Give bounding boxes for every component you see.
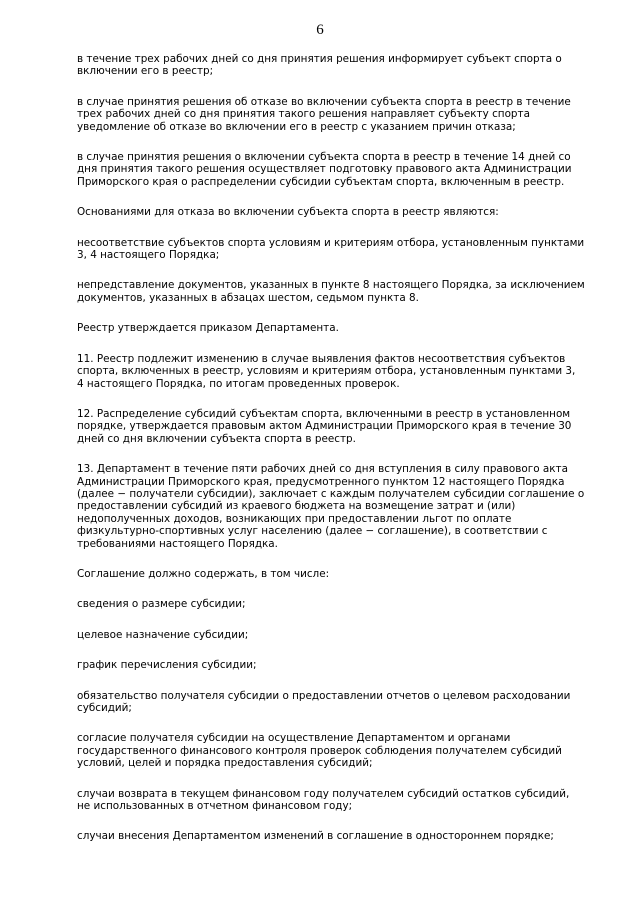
paragraph: целевое назначение субсидии; [77,628,249,641]
paragraph: в случае принятия решения о включении субъекта спорта в реестр в течение 14 дней со дня принятия такого решения осуществляет подготовку правового акта Администрации Приморского края о распределении субсидии субъектам спорта, включенным в реестр. [77,151,572,188]
page-number: 6 [316,22,324,38]
paragraph: согласие получателя субсидии на осуществление Департаментом и органами государственного финансового контроля проверок соблюдения получателем субсидий условий, целей и порядка предоставления субсидий; [77,732,562,770]
paragraph: в случае принятия решения об отказе во включении субъекта спорта в реестр в течение трех рабочих дней со дня принятия такого решения направляет субъекту спорта уведомление об отказе во включении его в реестр с указанием причин отказа; [77,95,571,133]
paragraph: случаи внесения Департаментом изменений в соглашение в одностороннем порядке; [77,830,554,843]
paragraph: непредставление документов, указанных в пункте 8 настоящего Порядка, за исключением документов, указанных в абзацах шестом, седьмом пункта 8. [77,279,585,304]
paragraph: Реестр утверждается приказом Департамента. [77,322,339,335]
paragraph: в течение трех рабочих дней со дня принятия решения информирует субъект спорта о включении его в реестр; [77,53,562,78]
paragraph: 11. Реестр подлежит изменению в случае выявления фактов несоответствия субъектов спорта, включенных в реестр, условиям и критериям отбора, установленным пунктами 3, 4 настоящего Порядка, по итогам проведенных проверок. [77,352,576,390]
paragraph: 12. Распределение субсидий субъектам спорта, включенными в реестр в установленном порядке, утверждается правовым актом Администрации Приморского края в течение 30 дней со дня включении субъекта спорта в реестр. [77,407,572,445]
paragraph: 13. Департамент в течение пяти рабочих дней со дня вступления в силу правового акта Администрации Приморского края, предусмотренного пунктом 12 настоящего Порядка (далее − получатели субсидии), заключает с каждым получателем субсидии соглашение о предоставлении субсидий из краевого бюджета на возмещение затрат и (или) недополученных доходов, возникающих при предоставлении льгот по оплате физкультурно-спортивных услуг населению (далее − соглашение), в соответствии с требованиями настоящего Порядка. [77,463,585,550]
document-body [77,53,585,861]
paragraph: обязательство получателя субсидии о предоставлении отчетов о целевом расходовании субсидий; [77,689,571,714]
paragraph: Основаниями для отказа во включении субъекта спорта в реестр являются: [77,206,499,219]
paragraph: график перечисления субсидии; [77,659,257,672]
paragraph: случаи возврата в текущем финансовом году получателем субсидий остатков субсидий, не использованных в отчетном финансовом году; [77,787,570,813]
paragraph: несоответствие субъектов спорта условиям и критериям отбора, установленным пунктами 3, 4 настоящего Порядка; [77,236,585,262]
paragraph: Соглашение должно содержать, в том числе: [77,567,330,580]
paragraph: сведения о размере субсидии; [77,598,246,611]
